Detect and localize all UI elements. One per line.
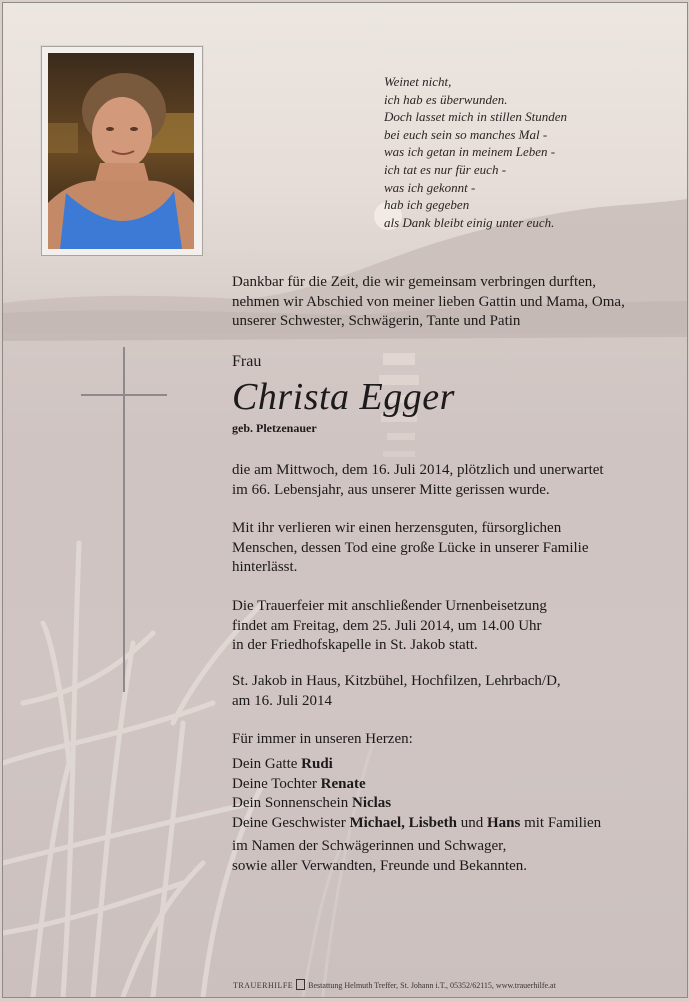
death-line: im 66. Lebensjahr, aus unserer Mitte gerissen wurde. [232,481,550,498]
name-prefix: Frau [232,353,262,370]
intro-text [232,273,672,332]
closing-line: im Namen der Schwägerinnen und Schwager, [232,838,507,854]
family-member-name: Michael, Lisbeth [349,814,457,831]
family-label: Dein Sonnenschein [232,795,352,811]
birth-name: geb. Pletzenauer [232,421,317,435]
family-member-name: Rudi [301,756,333,772]
forever-text: Für immer in unseren Herzen: [232,731,413,747]
loss-line: Mit ihr verlieren wir einen herzensguten, fürsorglichen [232,520,562,536]
poem-line: als Dank bleibt einig unter euch. [384,214,555,230]
loss-paragraph [232,519,672,578]
poem-line: was ich gekonnt - [384,179,476,195]
funeral-line: in der Friedhofskapelle in St. Jakob statt. [232,637,478,653]
poem-line: ich hab es überwunden. [384,91,508,107]
poem [384,73,624,231]
cross-icon-horizontal [81,394,167,396]
loss-line: Menschen, dessen Tod eine große Lücke in unserer Familie [232,539,589,556]
intro-line: Dankbar für die Zeit, die wir gemeinsam verbringen durften, [232,274,597,290]
family-member-name: Niclas [351,795,392,811]
poem-line: bei euch sein so manches Mal - [384,126,548,142]
funeral-line: Die Trauerfeier mit anschließender Urnenbeisetzung [232,598,547,614]
poem-line: Doch lasset mich in stillen Stunden [384,109,568,125]
family-label: Dein Gatte [232,756,302,772]
portrait-photo-frame [41,46,203,256]
footer-brand: TRAUERHILFE [233,981,294,990]
deceased-name: Christa Egger [232,376,455,418]
place-date-paragraph [232,672,672,711]
closing-line: sowie aller Verwandten, Freunde und Bekannten. [232,857,528,874]
poem-line: Weinet nicht, [384,74,452,89]
family-daughter [232,775,601,795]
intro-line: nehmen wir Abschied von meiner lieben Gattin und Mama, Oma, [232,293,625,310]
obituary-page [2,2,688,998]
family-member-name: Renate [320,775,366,792]
death-line: die am Mittwoch, dem 16. Juli 2014, plötzlich und unerwartet [232,462,604,478]
funeral-line: findet am Freitag, dem 25. Juli 2014, um 14.00 Uhr [232,617,542,634]
family-list [232,755,601,833]
date-line: am 16. Juli 2014 [232,692,332,709]
family-grandchild [232,794,601,814]
cross-icon-vertical [123,347,125,692]
family-label: Deine Tochter [232,775,321,792]
funeral-paragraph [232,597,672,656]
family-label: und [456,814,487,831]
poem-line: ich tat es nur für euch - [384,161,507,177]
loss-line: hinterlässt. [232,559,298,575]
closing-text [232,837,527,876]
footer [233,979,556,990]
footer-text: Bestattung Helmuth Treffer, St. Johann i.T., 05352/62115, www.trauerhilfe.at [308,981,556,990]
family-husband [232,755,601,775]
portrait-photo [48,53,194,249]
family-member-name: Hans [486,814,521,831]
family-label: Deine Geschwister [232,814,350,831]
intro-line: unserer Schwester, Schwägerin, Tante und Patin [232,313,521,329]
forever-line [232,730,672,750]
poem-line: was ich getan in meinem Leben - [384,144,556,160]
poem-line: hab ich gegeben [384,197,470,213]
death-paragraph [232,461,672,500]
family-siblings [232,814,601,834]
place-line: St. Jakob in Haus, Kitzbühel, Hochfilzen, Lehrbach/D, [232,673,561,689]
trauerhilfe-logo-icon [296,979,305,990]
family-label: mit Familien [520,814,602,831]
